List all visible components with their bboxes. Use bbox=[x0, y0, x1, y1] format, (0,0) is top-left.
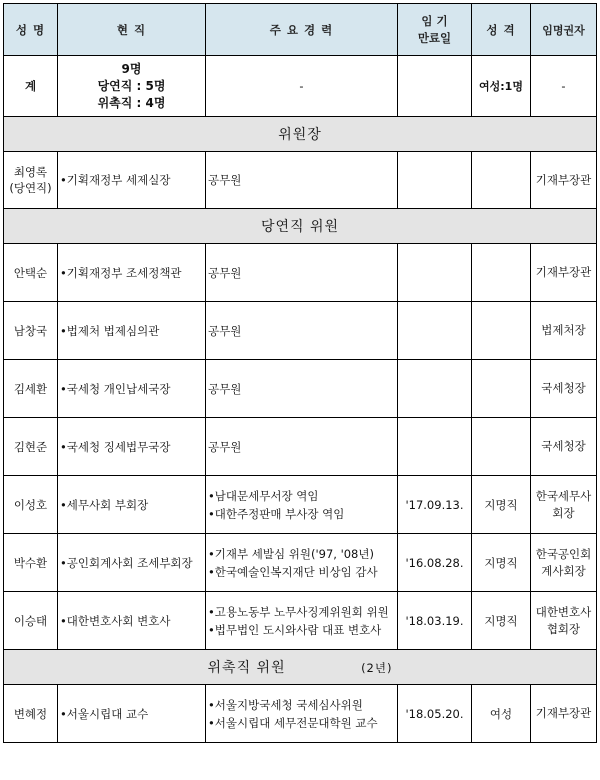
member-position: • 법제처 법제심의관 bbox=[58, 302, 206, 360]
member-term: '18.05.20. bbox=[398, 685, 472, 743]
section-appointed-note: (2년) bbox=[361, 661, 393, 675]
section-chair-row bbox=[4, 117, 597, 152]
member-type: 지명직 bbox=[472, 592, 531, 650]
member-appointer: 한국공인회계사회장 bbox=[531, 534, 597, 592]
member-name: 변혜정 bbox=[4, 685, 58, 743]
section-ex-officio-row bbox=[4, 209, 597, 244]
section-appointed-label: 위촉직 위원 bbox=[207, 660, 286, 676]
member-position: • 대한변호사회 변호사 bbox=[58, 592, 206, 650]
career-item: • 한국예술인복지재단 비상임 감사 bbox=[208, 563, 395, 581]
section-ex-officio-title: 당연직 위원 bbox=[4, 209, 597, 244]
total-appointer: - bbox=[531, 56, 597, 117]
member-name: 이성호 bbox=[4, 476, 58, 534]
ex-officio-members bbox=[4, 244, 597, 476]
member-name: 남창국 bbox=[4, 302, 58, 360]
member-position: • 세무사회 부회장 bbox=[58, 476, 206, 534]
header-appointer: 임명권자 bbox=[531, 4, 597, 56]
total-term bbox=[398, 56, 472, 117]
career-item: 공무원 bbox=[208, 323, 242, 338]
member-name: 안택순 bbox=[4, 244, 58, 302]
member-row bbox=[4, 685, 597, 743]
member-career bbox=[206, 476, 398, 534]
member-position: • 국세청 징세법무국장 bbox=[58, 418, 206, 476]
header-name: 성 명 bbox=[4, 4, 58, 56]
member-appointer: 기재부장관 bbox=[531, 685, 597, 743]
member-term bbox=[398, 302, 472, 360]
total-count-line1: 9명 bbox=[121, 61, 142, 76]
member-appointer: 기재부장관 bbox=[531, 244, 597, 302]
member-appointer: 대한변호사협회장 bbox=[531, 592, 597, 650]
header-row bbox=[4, 4, 597, 56]
header-career: 주 요 경 력 bbox=[206, 4, 398, 56]
career-item: 공무원 bbox=[208, 381, 242, 396]
member-name: 박수환 bbox=[4, 534, 58, 592]
member-position: • 국세청 개인납세국장 bbox=[58, 360, 206, 418]
member-career bbox=[206, 534, 398, 592]
committee-table bbox=[3, 3, 597, 743]
member-appointer: 국세청장 bbox=[531, 360, 597, 418]
member-type: 여성 bbox=[472, 685, 531, 743]
total-career: - bbox=[206, 56, 398, 117]
career-item: • 서울지방국세청 국세심사위원 bbox=[208, 696, 395, 714]
member-row bbox=[4, 418, 597, 476]
section-chair-title: 위원장 bbox=[4, 117, 597, 152]
member-type bbox=[472, 418, 531, 476]
member-term: '18.03.19. bbox=[398, 592, 472, 650]
chair-term bbox=[398, 152, 472, 209]
career-item: • 고용노동부 노무사징계위원회 위원 bbox=[208, 603, 395, 621]
member-term bbox=[398, 244, 472, 302]
member-name: 이승태 bbox=[4, 592, 58, 650]
chair-name-line1: 최영록 bbox=[13, 165, 48, 179]
total-type: 여성:1명 bbox=[472, 56, 531, 117]
career-item: • 기재부 세발심 위원('97, '08년) bbox=[208, 545, 395, 563]
header-term-line2: 만료일 bbox=[417, 30, 452, 45]
career-item: • 서울시립대 세무전문대학원 교수 bbox=[208, 714, 395, 732]
member-career bbox=[206, 592, 398, 650]
member-career bbox=[206, 360, 398, 418]
chair-appointer: 기재부장관 bbox=[531, 152, 597, 209]
member-type: 지명직 bbox=[472, 534, 531, 592]
member-row bbox=[4, 476, 597, 534]
section-appointed-row bbox=[4, 650, 597, 685]
member-type bbox=[472, 244, 531, 302]
member-row bbox=[4, 360, 597, 418]
chair-name bbox=[4, 152, 58, 209]
member-type: 지명직 bbox=[472, 476, 531, 534]
member-row bbox=[4, 244, 597, 302]
total-count-line3: 위촉직 : 4명 bbox=[97, 95, 166, 110]
section-appointed-title bbox=[4, 650, 597, 685]
member-name: 김현준 bbox=[4, 418, 58, 476]
total-count bbox=[58, 56, 206, 117]
member-row bbox=[4, 534, 597, 592]
header-term-line1: 임 기 bbox=[421, 13, 448, 28]
header-type: 성 격 bbox=[472, 4, 531, 56]
total-row bbox=[4, 56, 597, 117]
appointed-members bbox=[4, 685, 597, 743]
chair-type bbox=[472, 152, 531, 209]
member-term: '16.08.28. bbox=[398, 534, 472, 592]
member-career bbox=[206, 244, 398, 302]
member-type bbox=[472, 302, 531, 360]
total-count-line2: 당연직 : 5명 bbox=[97, 78, 166, 93]
member-term bbox=[398, 418, 472, 476]
member-career bbox=[206, 685, 398, 743]
member-position: • 공인회계사회 조세부회장 bbox=[58, 534, 206, 592]
member-term: '17.09.13. bbox=[398, 476, 472, 534]
chair-name-line2: (당연직) bbox=[9, 181, 52, 195]
member-type bbox=[472, 360, 531, 418]
total-label: 계 bbox=[4, 56, 58, 117]
chair-position: • 기획재정부 세제실장 bbox=[58, 152, 206, 209]
designated-members bbox=[4, 476, 597, 650]
member-appointer: 법제처장 bbox=[531, 302, 597, 360]
header-position: 현 직 bbox=[58, 4, 206, 56]
career-item: • 법무법인 도시와사람 대표 변호사 bbox=[208, 621, 395, 639]
member-appointer: 국세청장 bbox=[531, 418, 597, 476]
member-appointer: 한국세무사회장 bbox=[531, 476, 597, 534]
header-term bbox=[398, 4, 472, 56]
chair-row bbox=[4, 152, 597, 209]
member-term bbox=[398, 360, 472, 418]
member-career bbox=[206, 302, 398, 360]
career-item: • 대한주정판매 부사장 역임 bbox=[208, 505, 395, 523]
career-item: 공무원 bbox=[208, 439, 242, 454]
member-position: • 서울시립대 교수 bbox=[58, 685, 206, 743]
member-row bbox=[4, 592, 597, 650]
member-position: • 기획재정부 조세정책관 bbox=[58, 244, 206, 302]
member-career bbox=[206, 418, 398, 476]
career-item: 공무원 bbox=[208, 265, 242, 280]
member-name: 김세환 bbox=[4, 360, 58, 418]
member-row bbox=[4, 302, 597, 360]
chair-career: 공무원 bbox=[206, 152, 398, 209]
career-item: • 남대문세무서장 역임 bbox=[208, 487, 395, 505]
